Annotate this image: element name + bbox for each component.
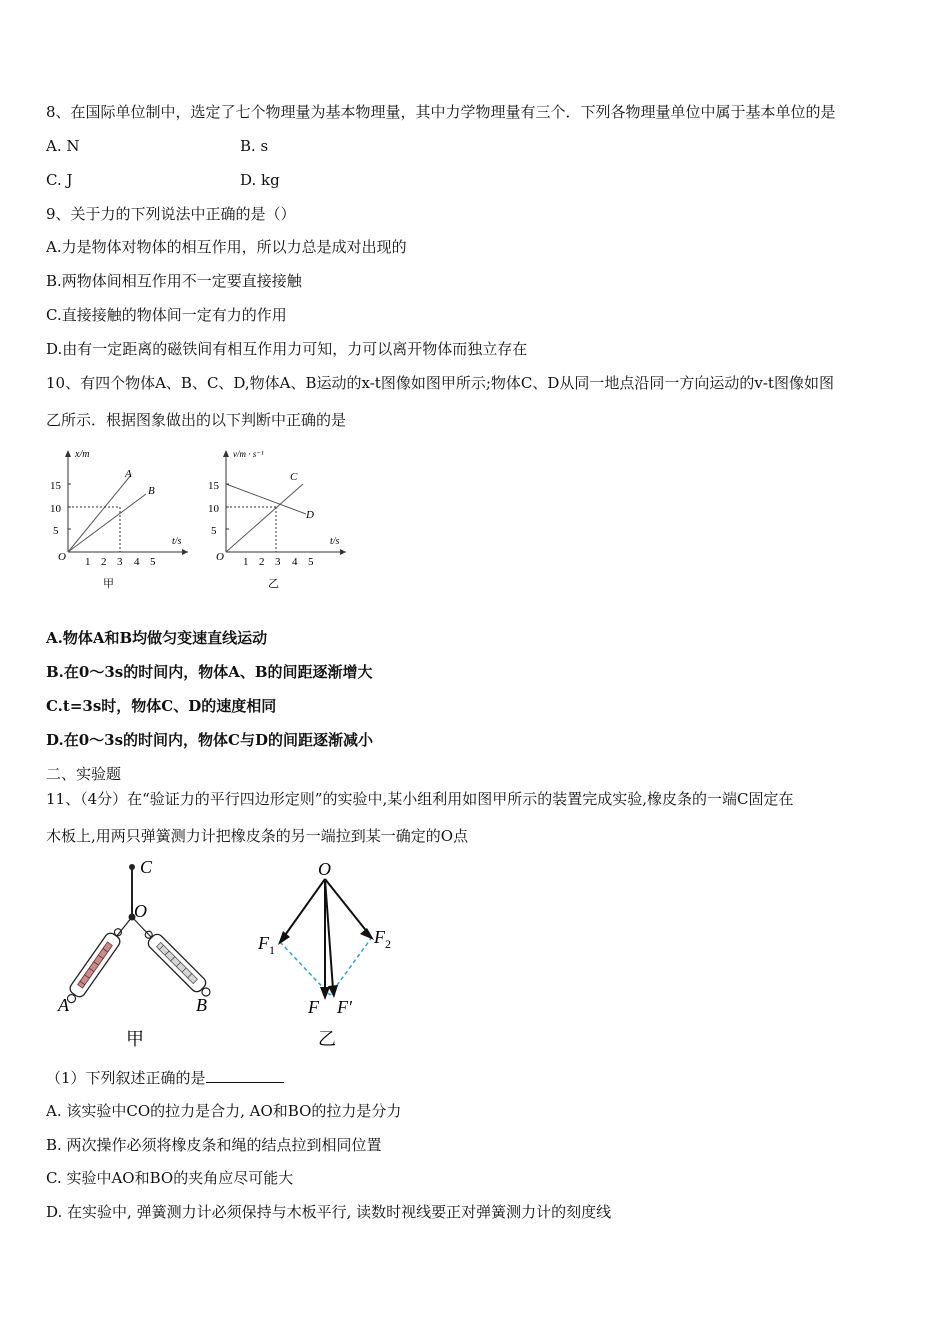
graph-yi-line-c bbox=[226, 484, 303, 552]
graph-jia-line-b bbox=[68, 494, 146, 552]
spring-scale-left bbox=[63, 925, 127, 1007]
graph-jia-label-a: A bbox=[125, 468, 132, 480]
fig-jia-label-b: B bbox=[196, 995, 207, 1015]
q9-option-a: A.力是物体对物体的相互作用，所以力总是成对出现的 bbox=[46, 238, 407, 256]
q11-sub1 bbox=[46, 1068, 284, 1088]
q11-option-d: D. 在实验中, 弹簧测力计必须保持与木板平行, 读数时视线要正对弹簧测力计的刻度线 bbox=[46, 1203, 612, 1221]
graph-yi-line-d bbox=[226, 484, 306, 514]
q11-stem-line1: 11、（4分）在“验证力的平行四边形定则”的实验中,某小组利用如图甲所示的装置完成实验,橡皮条的一端C固定在 bbox=[46, 790, 794, 808]
graph-jia-xtick-3: 3 bbox=[117, 556, 123, 568]
graph-yi bbox=[206, 442, 356, 592]
q11-stem-line2: 木板上,用两只弹簧测力计把橡皮条的另一端拉到某一确定的O点 bbox=[46, 827, 469, 845]
graph-jia-xtick-1: 1 bbox=[85, 556, 91, 568]
q11-option-a: A. 该实验中CO的拉力是合力, AO和BO的拉力是分力 bbox=[46, 1102, 402, 1120]
q11-sub1-text: （1）下列叙述正确的是 bbox=[46, 1069, 206, 1087]
graph-yi-xlabel: t/s bbox=[330, 536, 340, 547]
graph-yi-label-d: D bbox=[306, 509, 314, 521]
fig-yi-label-f2: $F_2$ bbox=[374, 927, 391, 951]
figure-spring-scales bbox=[48, 855, 228, 1055]
q8-option-d: D. kg bbox=[240, 171, 280, 189]
q10-option-d: D.在0～3s的时间内，物体C与D的间距逐渐减小 bbox=[46, 731, 373, 749]
graph-yi-origin: O bbox=[216, 551, 224, 563]
q8-option-a: A. N bbox=[46, 137, 80, 155]
section-title: 二、实验题 bbox=[46, 765, 122, 783]
graph-jia-line-a bbox=[68, 475, 131, 552]
fig-jia-caption: 甲 bbox=[126, 1029, 144, 1049]
q11-option-c: C. 实验中AO和BO的夹角应尽可能大 bbox=[46, 1169, 294, 1187]
q10-stem-line1: 10、有四个物体A、B、C、D,物体A、B运动的x-t图像如图甲所示;物体C、D从同一地点沿同一方向运动的v-t图像如图 bbox=[46, 374, 834, 392]
graph-yi-ytick-15: 15 bbox=[208, 480, 219, 492]
graph-yi-caption: 乙 bbox=[268, 578, 279, 590]
graph-yi-xtick-5: 5 bbox=[308, 556, 314, 568]
graph-jia-xtick-5: 5 bbox=[150, 556, 156, 568]
fig-yi-label-f1: $F_1$ bbox=[258, 933, 275, 957]
graph-yi-xtick-2: 2 bbox=[259, 556, 265, 568]
q9-option-d: D.由有一定距离的磁铁间有相互作用力可知，力可以离开物体而独立存在 bbox=[46, 340, 528, 358]
graph-yi-ylabel: v/m · s⁻¹ bbox=[233, 449, 264, 459]
graph-jia-xlabel: t/s bbox=[172, 536, 182, 547]
q8-stem: 8、在国际单位制中，选定了七个物理量为基本物理量，其中力学物理量有三个．下列各物理量单位中属于基本单位的是 bbox=[46, 103, 836, 121]
fig-jia-label-o: O bbox=[134, 901, 147, 921]
graph-jia-caption: 甲 bbox=[103, 578, 114, 590]
fig-jia-label-c: C bbox=[140, 857, 153, 877]
q10-option-a: A.物体A和B均做匀变速直线运动 bbox=[46, 629, 268, 647]
q8-option-c: C. J bbox=[46, 171, 73, 189]
q11-option-b: B. 两次操作必须将橡皮条和绳的结点拉到相同位置 bbox=[46, 1136, 382, 1154]
graph-yi-xtick-3: 3 bbox=[275, 556, 281, 568]
graph-jia-ytick-10: 10 bbox=[50, 503, 61, 515]
q9-option-c: C.直接接触的物体间一定有力的作用 bbox=[46, 306, 287, 324]
q10-option-c: C.t=3s时，物体C、D的速度相同 bbox=[46, 697, 277, 715]
graph-jia-ytick-15: 15 bbox=[50, 480, 61, 492]
graph-jia bbox=[48, 442, 198, 592]
q10-stem-line2: 乙所示．根据图象做出的以下判断中正确的是 bbox=[46, 411, 347, 429]
figure-force-parallelogram bbox=[250, 855, 410, 1055]
fig-yi-label-f: F bbox=[308, 997, 319, 1017]
answer-blank bbox=[206, 1068, 284, 1083]
graph-jia-label-b: B bbox=[148, 485, 155, 497]
graph-jia-origin: O bbox=[58, 551, 66, 563]
graph-yi-xtick-4: 4 bbox=[292, 556, 298, 568]
q9-option-b: B.两物体间相互作用不一定要直接接触 bbox=[46, 272, 302, 290]
graph-yi-ytick-5: 5 bbox=[211, 525, 217, 537]
graph-yi-ytick-10: 10 bbox=[208, 503, 219, 515]
graph-jia-xtick-2: 2 bbox=[101, 556, 107, 568]
fig-yi-caption: 乙 bbox=[318, 1029, 336, 1049]
graph-jia-ytick-5: 5 bbox=[53, 525, 59, 537]
fig-yi-label-o: O bbox=[318, 859, 331, 879]
graph-yi-xtick-1: 1 bbox=[243, 556, 249, 568]
graph-jia-xtick-4: 4 bbox=[134, 556, 140, 568]
q10-option-b: B.在0～3s的时间内，物体A、B的间距逐渐增大 bbox=[46, 663, 373, 681]
graph-yi-label-c: C bbox=[290, 471, 298, 483]
graph-jia-ylabel: x/m bbox=[75, 449, 90, 460]
fig-yi-label-fprime: F′ bbox=[337, 997, 352, 1017]
spring-scale-right bbox=[141, 927, 215, 1001]
q8-option-b: B. s bbox=[240, 137, 269, 155]
fig-jia-label-a: A bbox=[58, 995, 69, 1015]
q9-stem: 9、关于力的下列说法中正确的是（） bbox=[46, 205, 296, 223]
